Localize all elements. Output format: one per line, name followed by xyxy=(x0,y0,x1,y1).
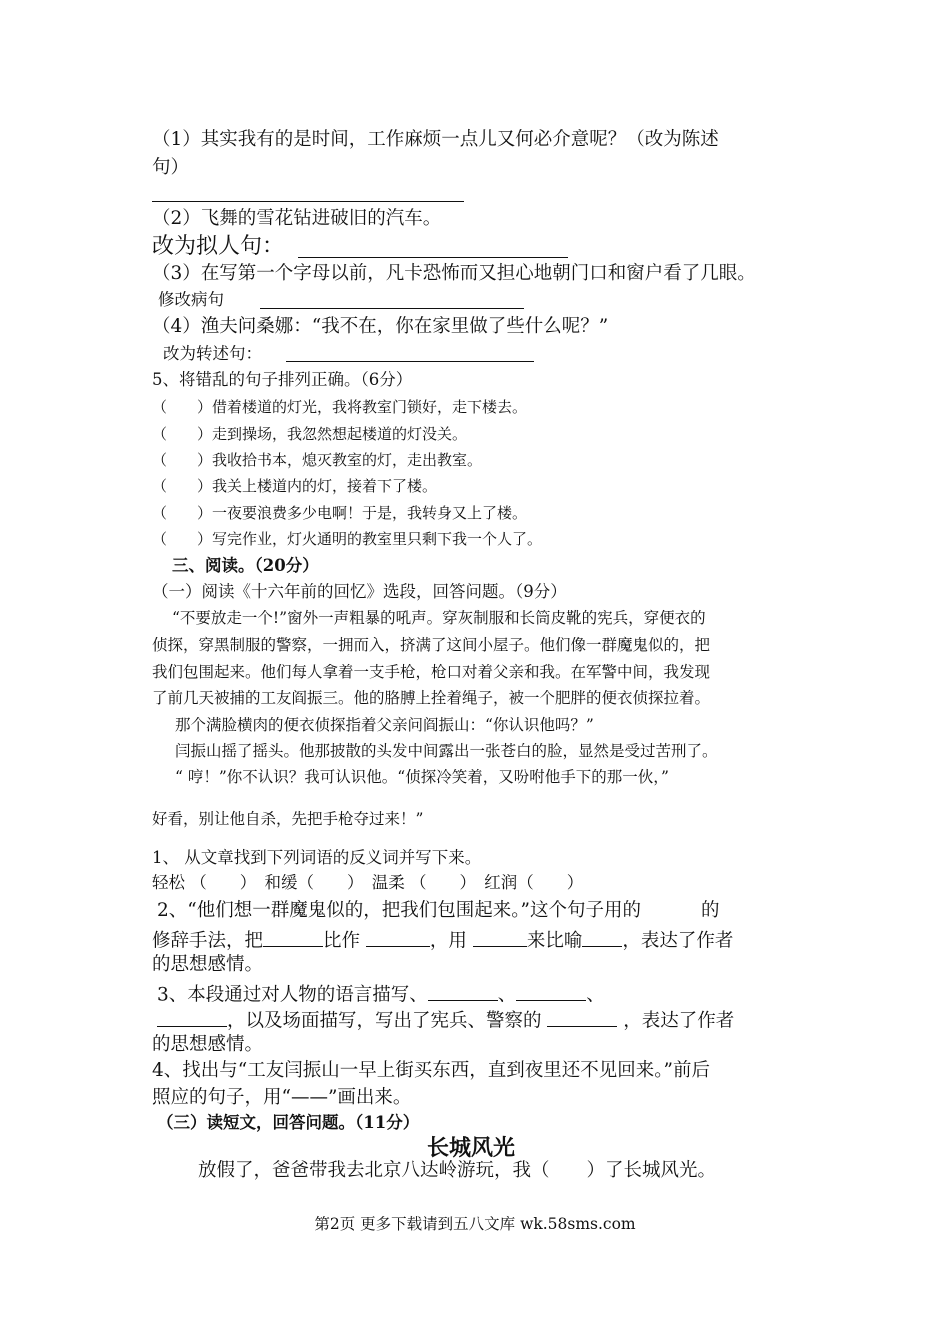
passage-line: 我们包围起来。他们每人拿着一支手枪，枪口对着父亲和我。在军警中间，我发现 xyxy=(152,663,711,681)
reading-part1-title: （一）阅读《十六年前的回忆》选段，回答问题。（9分） xyxy=(152,582,567,601)
q3-answer-line xyxy=(260,308,524,309)
passage-line: 侦探，穿黑制服的警察，一拥而入，挤满了这间小屋子。他们像一群魔鬼似的，把 xyxy=(152,636,711,654)
passage-line: 那个满脸横肉的便衣侦探指着父亲问阎振山：“你认识他吗？” xyxy=(175,716,594,734)
q3-label: 修改病句 xyxy=(158,290,224,309)
blank xyxy=(366,927,430,947)
q2-label: 改为拟人句： xyxy=(152,234,285,259)
sec5-item: （ ）走到操场，我忽然想起楼道的灯没关。 xyxy=(152,425,468,443)
sec5-item: （ ）我收拾书本，熄灭教室的灯，走出教室。 xyxy=(152,451,483,469)
blank xyxy=(582,927,622,947)
rq3-line3: 的思想感情。 xyxy=(152,1034,264,1055)
sec5-title: 5、将错乱的句子排列正确。（6分） xyxy=(152,370,413,389)
passage-line: 好看，别让他自杀，先把手枪夺过来！” xyxy=(152,810,424,828)
rq4-line2: 照应的句子，用“——”画出来。 xyxy=(152,1087,412,1108)
q1-line1: （1）其实我有的是时间，工作麻烦一点儿又何必介意呢？（改为陈述 xyxy=(152,129,719,150)
rq2-line2: 修辞手法，把 比作 ，用 来比喻 ，表达了作者 xyxy=(152,927,733,953)
rq1-words: 轻松 （ ） 和缓（ ） 温柔 （ ） 红润（ ） xyxy=(152,873,584,892)
page-footer: 第2页 更多下载请到五八文库 wk.58sms.com xyxy=(314,1215,636,1233)
reading-part3-title: （三）读短文，回答问题。（11分） xyxy=(157,1113,420,1132)
sec5-item: （ ）借着楼道的灯光，我将教室门锁好，走下楼去。 xyxy=(152,398,528,416)
rq1-title: 1、 从文章找到下列词语的反义词并写下来。 xyxy=(152,848,482,867)
rq2-line1: 2、“他们想一群魔鬼似的，把我们包围起来。”这个句子用的 的 xyxy=(157,900,720,921)
passage-line: “不要放走一个!”窗外一声粗暴的吼声。穿灰制服和长筒皮靴的宪兵，穿便衣的 xyxy=(172,609,706,627)
blank xyxy=(428,981,498,1001)
passage-line: “ 哼！”你不认识？我可认识他。“侦探冷笑着，又吩咐他手下的那一伙，” xyxy=(175,768,669,786)
blank xyxy=(547,1007,617,1027)
sec5-item: （ ）写完作业，灯火通明的教室里只剩下我一个人了。 xyxy=(152,530,543,548)
story-title: 长城风光 xyxy=(427,1136,516,1161)
sec5-item: （ ）我关上楼道内的灯，接着下了楼。 xyxy=(152,477,438,495)
rq3-line1: 3、本段通过对人物的语言描写、 、 、 xyxy=(157,981,605,1007)
blank xyxy=(516,981,586,1001)
sec5-item: （ ）一夜要浪费多少电啊！于是，我转身又上了楼。 xyxy=(152,504,528,522)
q2-line1: （2）飞舞的雪花钻进破旧的汽车。 xyxy=(152,208,442,229)
q4-label: 改为转述句： xyxy=(163,344,262,363)
q1-line2: 句） xyxy=(152,157,190,178)
passage-line: 闫振山摇了摇头。他那披散的头发中间露出一张苍白的脸，显然是受过苦刑了。 xyxy=(175,742,718,760)
blank xyxy=(157,1007,227,1027)
q4-line1: （4）渔夫问桑娜：“我不在，你在家里做了些什么呢？” xyxy=(152,316,609,337)
rq4-line1: 4、找出与“工友闫振山一早上街买东西，直到夜里还不见回来。”前后 xyxy=(152,1060,710,1081)
q2-answer-line xyxy=(298,257,568,258)
q4-answer-line xyxy=(286,361,534,362)
story-line: 放假了，爸爸带我去北京八达岭游玩，我（ ）了长城风光。 xyxy=(198,1160,717,1181)
blank xyxy=(473,927,527,947)
rq3-line2: ，以及场面描写，写出了宪兵、警察的 ，表达了作者 xyxy=(157,1007,734,1033)
q3-line1: （3）在写第一个字母以前，凡卡恐怖而又担心地朝门口和窗户看了几眼。 xyxy=(152,263,756,284)
reading-heading: 三、阅读。（20分） xyxy=(172,556,319,575)
passage-line: 了前几天被捕的工友阎振三。他的胳膊上拴着绳子，被一个肥胖的便衣侦探拉着。 xyxy=(152,689,711,707)
rq2-line3: 的思想感情。 xyxy=(152,954,264,975)
blank xyxy=(263,927,323,947)
q1-answer-line xyxy=(152,201,464,202)
